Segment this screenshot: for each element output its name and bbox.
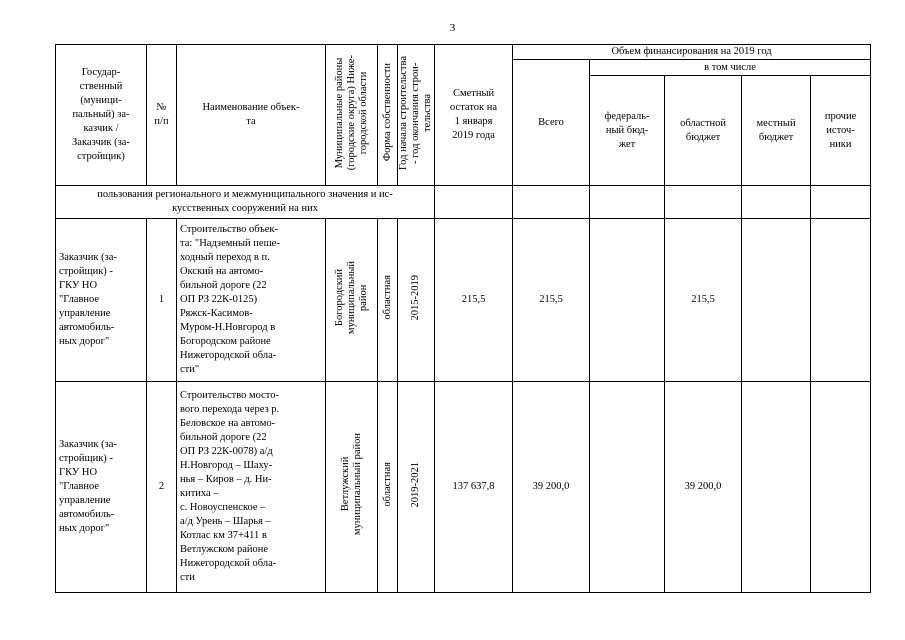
header-years: Год начала строительства - год окончания строи- тельства	[398, 45, 435, 186]
row-total: 215,5	[513, 219, 590, 382]
row-estimated-balance: 215,5	[435, 219, 513, 382]
row-num: 2	[147, 382, 177, 593]
row-ownership: областная	[378, 219, 398, 382]
header-other: прочие источ- ники	[811, 76, 871, 186]
header-ownership-form: Форма собственности	[378, 45, 398, 186]
section-title: пользования регионального и межмуниципального значения и ис- кусственных сооружений на них	[56, 186, 435, 219]
row-estimated-balance: 137 637,8	[435, 382, 513, 593]
row-num: 1	[147, 219, 177, 382]
header-including: в том числе	[590, 60, 871, 76]
row-local	[742, 219, 811, 382]
row-regional: 215,5	[665, 219, 742, 382]
row-years: 2019-2021	[398, 382, 435, 593]
row-total: 39 200,0	[513, 382, 590, 593]
section-empty-balance	[435, 186, 513, 219]
table-row	[56, 382, 871, 593]
header-total: Всего	[513, 60, 590, 186]
section-empty-total	[513, 186, 590, 219]
row-federal	[590, 382, 665, 593]
row-district: Богородский муниципальный район	[326, 219, 378, 382]
row-regional: 39 200,0	[665, 382, 742, 593]
header-object-name: Наименование объек- та	[177, 45, 326, 186]
row-object-name: Строительство мосто- вого перехода через р. Беловское на автомо- бильной дороге (22 ОП РЗ 22К-0078) а/д Н.Новгород – Шаху- нья – Киров – д. Ни- китиха – с. Новоуспенское – а/д Урень – Шарья – Котлас км 37+411 в Ветлужском районе Нижегородской обла- сти	[177, 382, 326, 593]
header-customer: Государ- ственный (муници- пальный) за- казчик / Заказчик (за- стройщик)	[56, 45, 147, 186]
page-number: 3	[449, 22, 456, 34]
section-empty-federal	[590, 186, 665, 219]
section-empty-local	[742, 186, 811, 219]
row-other	[811, 382, 871, 593]
header-num: № п/п	[147, 45, 177, 186]
row-years: 2015-2019	[398, 219, 435, 382]
header-estimated-balance: Сметный остаток на 1 января 2019 года	[435, 45, 513, 186]
row-district: Ветлужский муниципальный район	[326, 382, 378, 593]
section-empty-other	[811, 186, 871, 219]
row-other	[811, 219, 871, 382]
row-object-name: Строительство объек- та: "Надземный пеше- ходный переход в п. Окский на автомо- бильной дороге (22 ОП РЗ 22К-0125) Ряжск-Касимов- Муром-Н.Новгород в Богородском районе Нижегородской обла- сти"	[177, 219, 326, 382]
row-customer: Заказчик (за- стройщик) - ГКУ НО "Главное управление автомобиль- ных дорог"	[56, 382, 147, 593]
header-local: местный бюджет	[742, 76, 811, 186]
row-federal	[590, 219, 665, 382]
header-regional: областной бюджет	[665, 76, 742, 186]
header-federal: федераль- ный бюд- жет	[590, 76, 665, 186]
section-empty-regional	[665, 186, 742, 219]
row-customer: Заказчик (за- стройщик) - ГКУ НО "Главное управление автомобиль- ных дорог"	[56, 219, 147, 382]
financing-table	[55, 44, 871, 593]
header-municipal-district: Муниципальные районы (городские округа) Ниже- городской области	[326, 45, 378, 186]
row-local	[742, 382, 811, 593]
header-financing-group: Объем финансирования на 2019 год	[513, 45, 871, 60]
row-ownership: областная	[378, 382, 398, 593]
table-row	[56, 219, 871, 382]
